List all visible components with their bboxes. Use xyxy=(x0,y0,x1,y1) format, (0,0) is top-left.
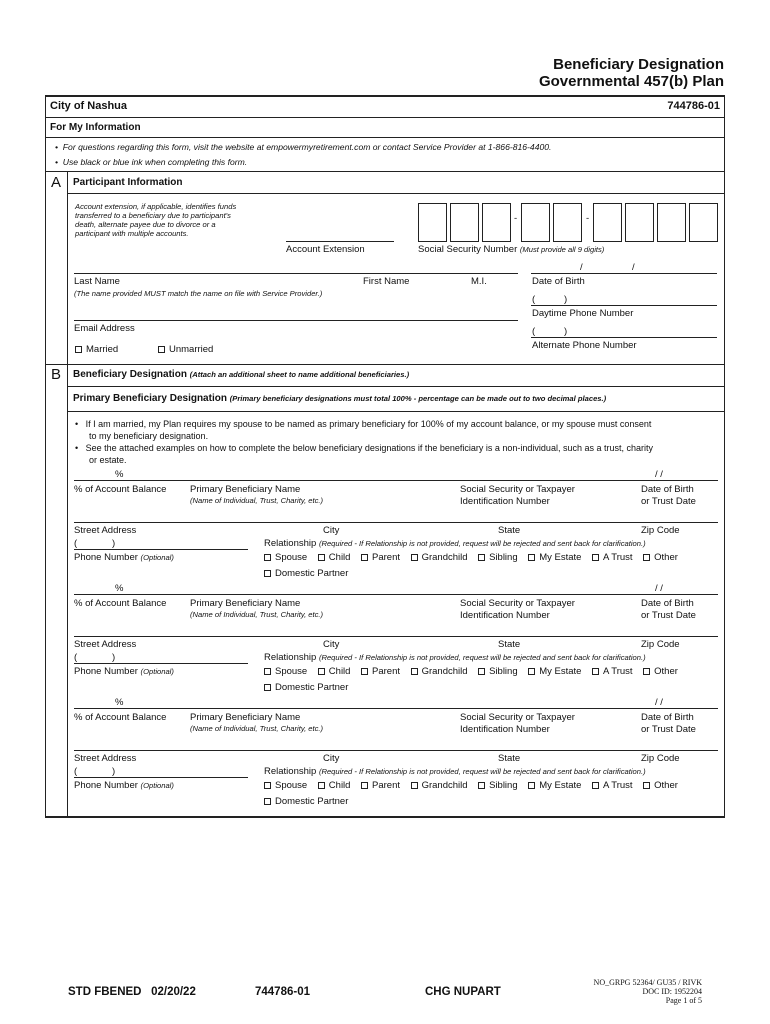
ssn-digit-box[interactable] xyxy=(593,203,622,242)
alternate-phone-label: Alternate Phone Number xyxy=(532,340,637,351)
footer-plan-number: 744786-01 xyxy=(255,986,310,998)
plan-name: City of Nashua xyxy=(50,100,128,112)
account-extension-note: Account extension, if applicable, identifies funds xyxy=(75,202,237,211)
dob-label: Date of Birth xyxy=(532,276,585,287)
footer-form-code: STD FBENED 02/20/22 xyxy=(68,986,196,998)
first-name-label: First Name xyxy=(363,276,410,287)
participant-name-field[interactable] xyxy=(74,273,518,274)
spouse-rule-bullet: • If I am married, my Plan requires my spouse to be named as primary beneficiary for 100% of my account balance, or my spouse must consent xyxy=(75,419,652,429)
ssn-digit-box[interactable] xyxy=(657,203,686,242)
primary-heading: Primary Beneficiary Designation (Primary beneficiary designations must total 100% - percentage can be made out to two decimal places.) xyxy=(73,393,607,404)
footer-chg: CHG NUPART xyxy=(425,986,501,998)
daytime-phone-field[interactable] xyxy=(531,305,717,306)
mi-label: M.I. xyxy=(471,276,487,287)
daytime-phone-label: Daytime Phone Number xyxy=(532,308,634,319)
section-b-heading: Beneficiary Designation (Attach an additional sheet to name additional beneficiaries.) xyxy=(73,369,410,380)
phone-line[interactable] xyxy=(74,663,248,664)
section-b-letter: B xyxy=(51,366,62,383)
alternate-phone-field[interactable] xyxy=(531,337,717,338)
address-line[interactable] xyxy=(74,750,718,751)
info-bullet-2: • Use black or blue ink when completing this form. xyxy=(55,157,248,167)
last-name-label: Last Name xyxy=(74,276,120,287)
section-a-letter: A xyxy=(51,174,62,191)
email-field[interactable] xyxy=(74,320,518,321)
beneficiary-line-1[interactable] xyxy=(74,708,718,709)
unmarried-checkbox[interactable]: Unmarried xyxy=(158,345,213,355)
form-title: Beneficiary Designation xyxy=(553,56,724,73)
beneficiary-line-1[interactable] xyxy=(74,594,718,595)
ssn-label: Social Security Number (Must provide all 9 digits) xyxy=(418,244,605,255)
info-heading: For My Information xyxy=(50,122,141,133)
domestic-partner-checkbox[interactable]: Domestic Partner xyxy=(264,683,348,693)
footer-ref: NO_GRPG 52364/ GU35 / RIVK xyxy=(593,978,702,987)
examples-bullet: • See the attached examples on how to complete the below beneficiary designations if the beneficiary is a non-individual, such as a trust, charity xyxy=(75,443,653,453)
address-line[interactable] xyxy=(74,636,718,637)
footer-doc-id: DOC ID: 1952204 xyxy=(642,987,702,996)
ssn-digit-box[interactable] xyxy=(553,203,582,242)
info-bullet-1: • For questions regarding this form, visit the website at empowermyretirement.com or contact Service Provider at 1-866-816-4400. xyxy=(55,142,552,152)
section-a-heading: Participant Information xyxy=(73,177,183,188)
ssn-digit-box[interactable] xyxy=(521,203,550,242)
account-extension-label: Account Extension xyxy=(286,244,365,255)
plan-number: 744786-01 xyxy=(667,100,720,112)
ssn-digit-box[interactable] xyxy=(689,203,718,242)
ssn-digit-box[interactable] xyxy=(625,203,654,242)
name-note: (The name provided MUST match the name on file with Service Provider.) xyxy=(74,289,323,298)
participant-dob-field[interactable] xyxy=(531,273,717,274)
address-line[interactable] xyxy=(74,522,718,523)
relationship-options[interactable]: Spouse Child Parent Grandchild Sibling My Estate A Trust Other xyxy=(264,553,678,563)
account-extension-field[interactable] xyxy=(286,241,394,242)
footer-page: Page 1 of 5 xyxy=(665,996,702,1005)
ssn-digit-box[interactable] xyxy=(418,203,447,242)
relationship-options[interactable]: Spouse Child Parent Grandchild Sibling My Estate A Trust Other xyxy=(264,781,678,791)
beneficiary-line-1[interactable] xyxy=(74,480,718,481)
form-subtitle: Governmental 457(b) Plan xyxy=(538,73,724,90)
ssn-digit-box[interactable] xyxy=(450,203,479,242)
email-label: Email Address xyxy=(74,323,135,334)
relationship-options[interactable]: Spouse Child Parent Grandchild Sibling My Estate A Trust Other xyxy=(264,667,678,677)
ssn-digit-box[interactable] xyxy=(482,203,511,242)
phone-line[interactable] xyxy=(74,549,248,550)
domestic-partner-checkbox[interactable]: Domestic Partner xyxy=(264,569,348,579)
phone-line[interactable] xyxy=(74,777,248,778)
married-checkbox[interactable]: Married xyxy=(75,345,118,355)
domestic-partner-checkbox[interactable]: Domestic Partner xyxy=(264,797,348,807)
